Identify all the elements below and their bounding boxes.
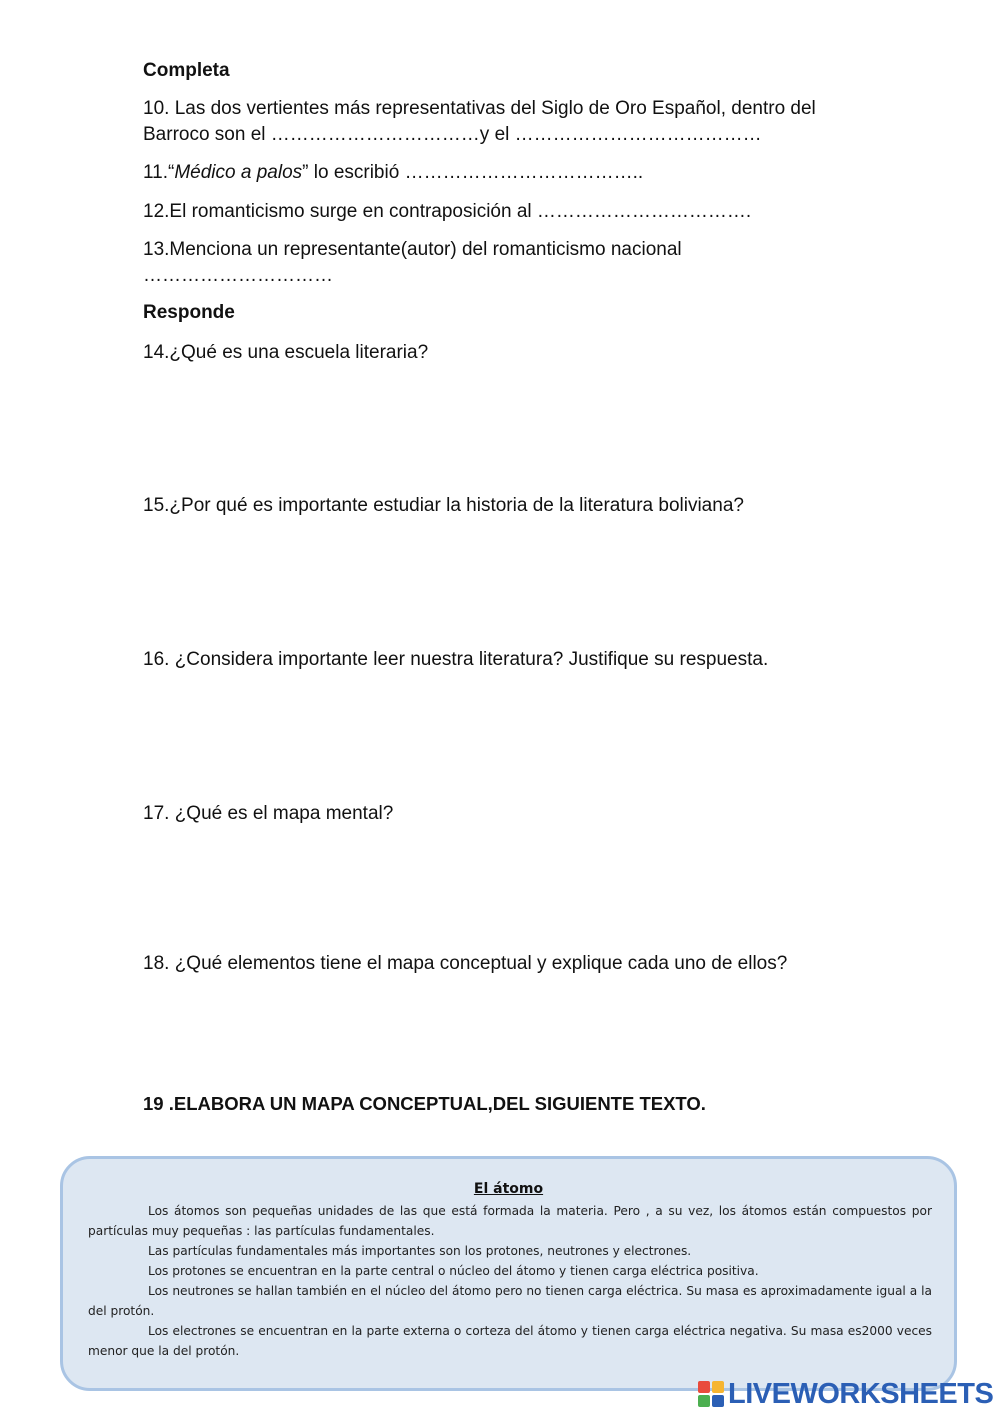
question-16: 16. ¿Considera importante leer nuestra literatura? Justifique su respuesta. xyxy=(143,649,769,670)
question-17: 17. ¿Qué es el mapa mental? xyxy=(143,803,394,824)
atom-paragraph: Las partículas fundamentales más importantes son los protones, neutrones y electrones. xyxy=(148,1244,692,1258)
question-13-line-1: 13.Menciona un representante(autor) del romanticismo nacional xyxy=(143,239,682,260)
question-19: 19 .ELABORA UN MAPA CONCEPTUAL,DEL SIGUIENTE TEXTO. xyxy=(143,1093,706,1114)
liveworksheets-logo-text: LIVEWORKSHEETS xyxy=(728,1377,994,1410)
question-14: 14.¿Qué es una escuela literaria? xyxy=(143,342,429,363)
question-11 xyxy=(143,161,643,185)
atom-paragraph: Los átomos son pequeñas unidades de las que está formada la materia. Pero , a su vez, los átomos están compuestos por partículas muy pequeñas : las partículas fundamentales. xyxy=(88,1204,932,1238)
question-10-line-1: 10. Las dos vertientes más representativas del Siglo de Oro Español, dentro del xyxy=(143,98,816,119)
question-15: 15.¿Por qué es importante estudiar la historia de la literatura boliviana? xyxy=(143,495,744,516)
question-12: 12.El romanticismo surge en contraposición al ……………………………. xyxy=(143,201,752,222)
atom-text-box xyxy=(60,1156,957,1391)
liveworksheets-logo-icon xyxy=(698,1381,724,1407)
atom-paragraph: Los electrones se encuentran en la parte externa o corteza del átomo y tienen carga eléctrica negativa. Su masa es2000 veces menor que la del protón. xyxy=(88,1324,932,1358)
section-heading-completa: Completa xyxy=(143,60,230,81)
question-10-line-2: Barroco son el ……………………………y el ………………………………… xyxy=(143,124,762,145)
atom-text-body xyxy=(88,1201,932,1361)
question-11-title: Médico a palos xyxy=(174,162,303,183)
question-13-line-2: ………………………… xyxy=(143,265,333,286)
atom-paragraph: Los neutrones se hallan también en el núcleo del átomo pero no tienen carga eléctrica. Su masa es aproximadamente igual a la del protón. xyxy=(88,1284,932,1318)
liveworksheets-logo xyxy=(698,1378,993,1410)
atom-text-title: El átomo xyxy=(473,1181,544,1197)
question-11-suffix: ” lo escribió ……………………………….. xyxy=(302,162,644,183)
section-heading-responde: Responde xyxy=(143,302,235,323)
atom-paragraph: Los protones se encuentran en la parte central o núcleo del átomo y tienen carga eléctrica positiva. xyxy=(148,1264,759,1278)
question-11-prefix: 11.“ xyxy=(143,162,175,183)
question-18: 18. ¿Qué elementos tiene el mapa conceptual y explique cada uno de ellos? xyxy=(143,953,788,974)
